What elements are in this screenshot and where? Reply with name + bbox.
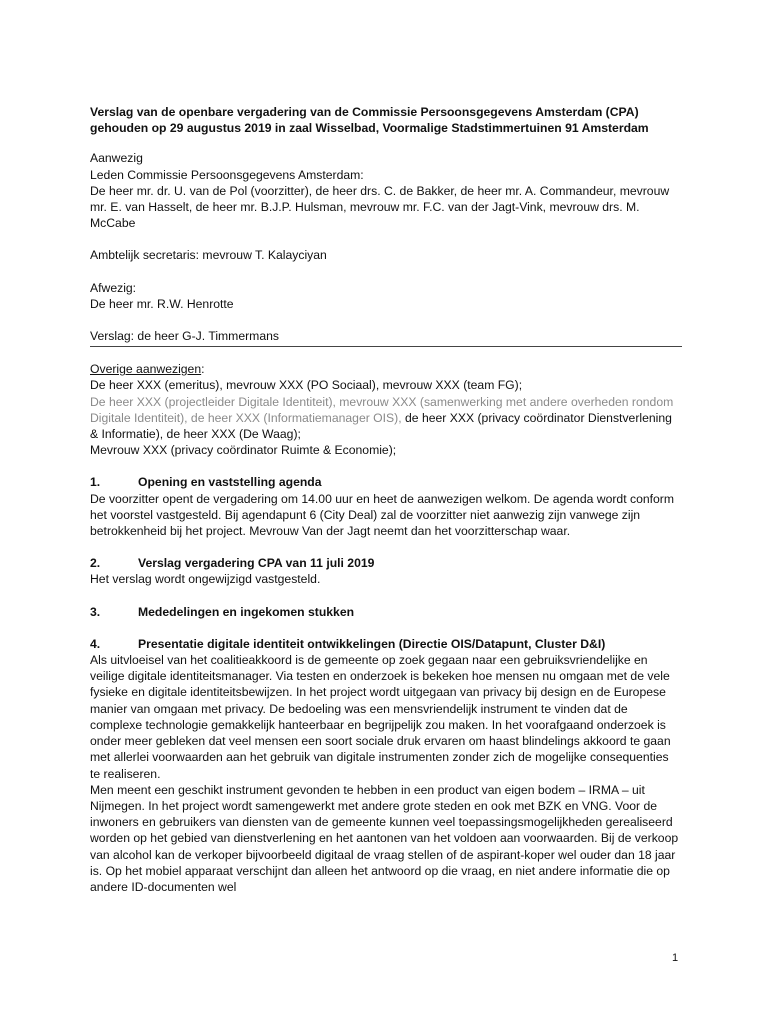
overige-black-text: de heer XXX (privacy coördinator Dienstverlening & Informatie), de heer XXX (De Waag); — [90, 410, 672, 442]
section-number: 4. — [90, 636, 101, 651]
overige-heading: Overige aanwezigen — [90, 362, 202, 377]
section-heading — [90, 604, 682, 620]
section-body-continued: Men meent een geschikt instrument gevonden te hebben in een product van eigen bodem – IRMA – uit Nijmegen. In het project wordt samengewerkt met andere grote steden en ook met BZK en VNG. Voor de inwoners en gebruikers van diensten van de gemeente kunnen veel toepassingsmogelijkheden gerealiseerd worden op het gebied van dienstverlening en het aantonen van het voldoen aan voorwaarden. Bij de verkoop van alcohol kan de verkoper bijvoorbeeld digitaal de vraag stellen of de aspirant-koper wel ouder dan 18 jaar is. Op het mobiel apparaat verschijnt dan alleen het antwoord op die vraag, en niet andere informatie die op andere ID-documenten wel — [90, 782, 679, 894]
section-title: Opening en vaststelling agenda — [138, 475, 322, 490]
overige-line-2 — [90, 394, 682, 443]
overige-line-3: Mevrouw XXX (privacy coördinator Ruimte & Economie); — [90, 443, 397, 458]
secretaris-line: Ambtelijk secretaris: mevrouw T. Kalayciyan — [90, 248, 327, 263]
section-body: De voorzitter opent de vergadering om 14.00 uur en heet de aanwezigen welkom. De agenda wordt conform het voorstel vastgesteld. Bij agendapunt 6 (City Deal) zal de voorzitter niet aanwezig zijn vanwege zijn betrokkenheid bij het project. Mevrouw Van der Jagt neemt dan het voorzitterschap waar. — [90, 491, 674, 539]
overige-line-1: De heer XXX (emeritus), mevrouw XXX (PO Sociaal), mevrouw XXX (team FG); — [90, 378, 523, 393]
overige-grey-text: De heer XXX (projectleider Digitale Identiteit), mevrouw XXX (samenwerking met andere overheden rondom Digitale Identiteit), de heer XXX (Informatiemanager OIS), — [90, 394, 674, 425]
section-number: 1. — [90, 475, 101, 490]
document-title: Verslag van de openbare vergadering van de Commissie Persoonsgegevens Amsterdam (CPA) gehouden op 29 augustus 2019 in zaal Wisselbad, Voormalige Stadstimmertuinen 91 Amsterdam — [90, 105, 649, 136]
overige-colon: : — [201, 362, 205, 377]
section-title: Mededelingen en ingekomen stukken — [138, 604, 355, 619]
section-heading — [90, 636, 682, 652]
overige-heading-line — [90, 361, 682, 377]
section-body: Als uitvloeisel van het coalitieakkoord is de gemeente op zoek gegaan naar een gebruiksvriendelijke en veilige digitale identiteitsmanager. Via testen en onderzoek is bekeken hoe mensen nu omgaan met de vele fysieke en digitale identiteitsbewijzen. In het project wordt uitgegaan van privacy bij design en de Europese manier van omgaan met privacy. De bedoeling was een mensvriendelijk instrument te vinden dat de complexe technologie gemakkelijk hanteerbaar en begrijpelijk zou maken. In het voorafgaand onderzoek is onder meer gebleken dat veel mensen een soort sociale druk ervaren om haast blindelings akkoord te gaan met allerlei voorwaarden aan het gebruik van digitale instrumenten zonder zich de mogelijke consequenties te realiseren. — [90, 653, 671, 781]
section-body: Het verslag wordt ongewijzigd vastgesteld. — [90, 572, 321, 587]
section-number: 3. — [90, 604, 101, 619]
afwezig-heading: Afwezig: — [90, 280, 137, 295]
section-number: 2. — [90, 556, 101, 571]
document-page — [90, 104, 682, 895]
section-title: Presentatie digitale identiteit ontwikkelingen (Directie OIS/Datapunt, Cluster D&I) — [138, 636, 606, 651]
verslag-by-line: Verslag: de heer G-J. Timmermans — [90, 328, 682, 347]
page-number: 1 — [672, 952, 679, 964]
section-title: Verslag vergadering CPA van 11 juli 2019 — [138, 556, 375, 571]
afwezig-person: De heer mr. R.W. Henrotte — [90, 296, 234, 311]
section-heading — [90, 474, 682, 490]
aanwezig-subheading: Leden Commissie Persoonsgegevens Amsterdam: — [90, 167, 364, 182]
aanwezig-members: De heer mr. dr. U. van de Pol (voorzitter), de heer drs. C. de Bakker, de heer mr. A. Commandeur, mevrouw mr. E. van Hasselt, de heer mr. B.J.P. Hulsman, mevrouw mr. F.C. van der Jagt-Vink, mevrouw drs. M. McCabe — [90, 183, 670, 231]
aanwezig-heading: Aanwezig — [90, 151, 143, 166]
section-heading — [90, 555, 682, 571]
